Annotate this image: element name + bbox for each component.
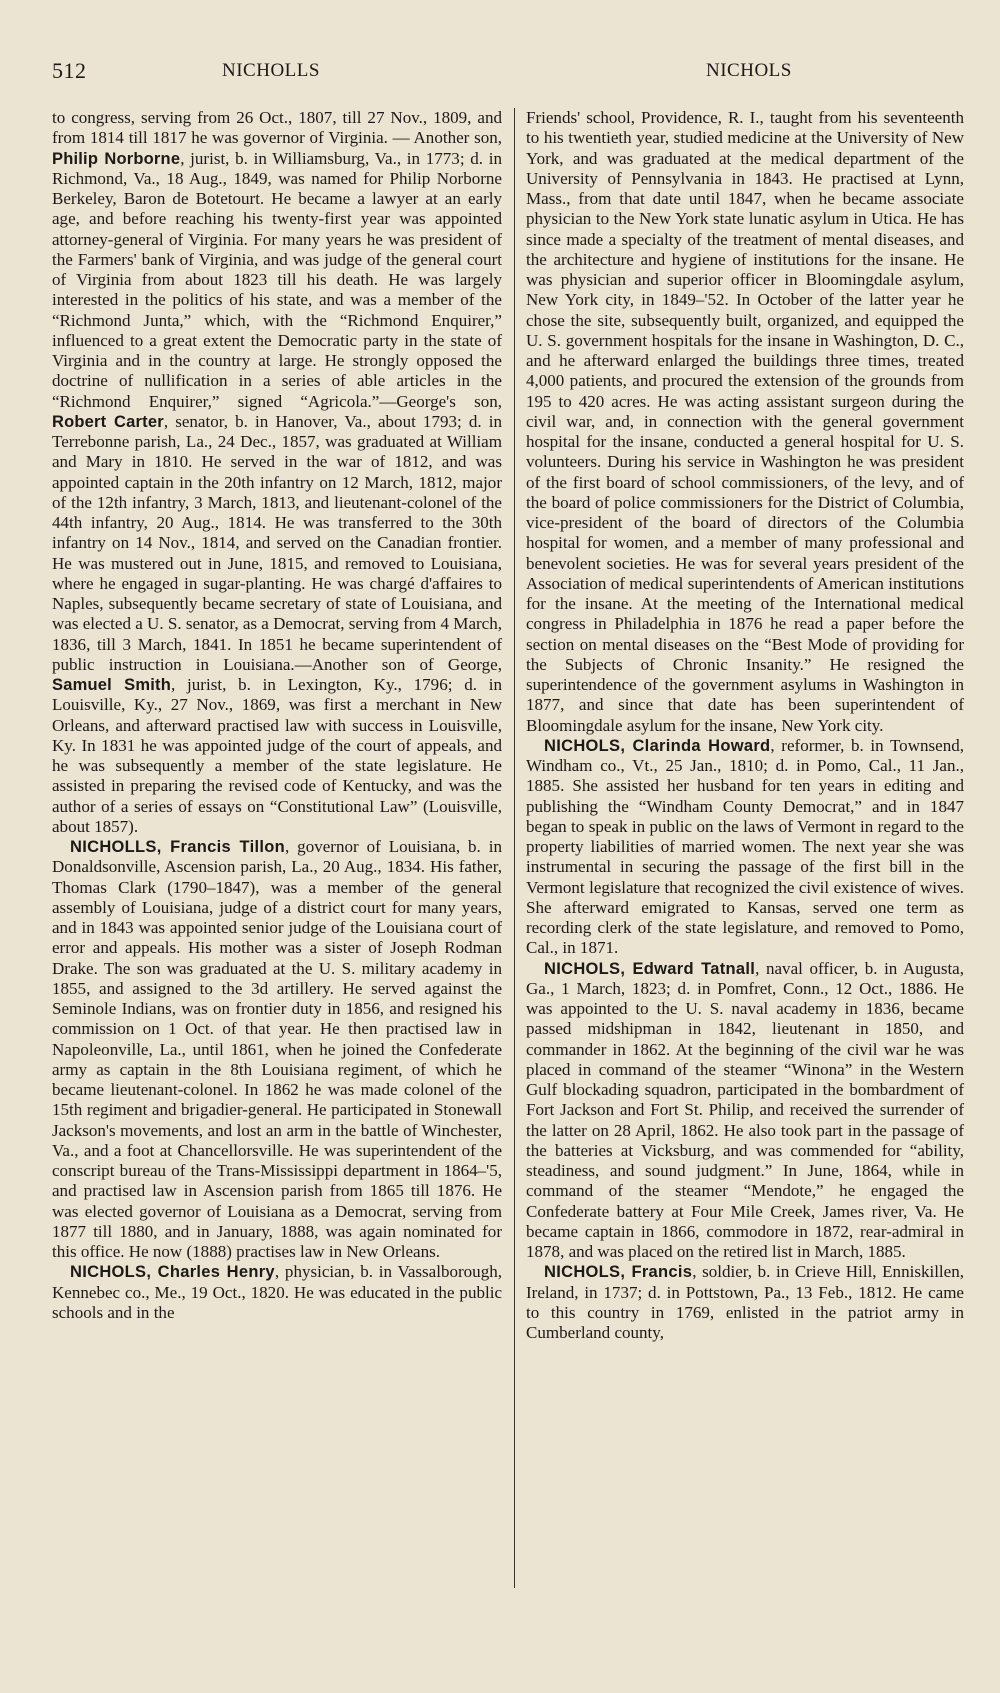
- continued-paragraph: [52, 108, 502, 837]
- biography-entry: [526, 736, 964, 959]
- person-name: Philip Norborne: [52, 149, 181, 168]
- person-name: Samuel Smith: [52, 676, 172, 694]
- entry-headword: NICHOLS, Charles Henry: [70, 1263, 275, 1282]
- biography-entry: [52, 837, 502, 1262]
- body-text: , jurist, b. in Williamsburg, Va., in 1773; d. in Richmond, Va., 18 Aug., 1849, was named for Philip Norborne Berkeley, Baron de Botetourt. He became a lawyer at an early age, and before reaching his twenty-first year was appointed attorney-general of Virginia. For many years he was president of the Farmers' bank of Virginia, and was judge of the general court of Virginia from about 1823 till his death. He was largely interested in the politics of his state, and was a member of the “Richmond Junta,” which, with the “Richmond Enquirer,” influenced to a great extent the Democratic party in the state of Virginia and in the country at large. He strongly opposed the doctrine of nullification in a series of able articles in the “Richmond Enquirer,” signed “Agricola.”—George's son,: [52, 148, 502, 411]
- right-running-head: NICHOLS: [706, 60, 792, 81]
- page-number: 512: [52, 58, 87, 83]
- body-text: , reformer, b. in Townsend, Windham co., Vt., 25 Jan., 1810; d. in Pomo, Cal., 11 Jan., 1885. She assisted her husband for ten years in editing and publishing the “Windham County Democrat,” and in 1847 began to speak in public on the laws of Vermont in regard to the property liabilities of married women. The next year she was instrumental in securing the passage of the first bill in the Vermont legislature that recognized the civil existence of wives. She afterward emigrated to Kansas, served one term as recording clerk of the state legislature, and removed to Pomo, Cal., in 1871.: [526, 735, 964, 958]
- page-header: [52, 58, 940, 92]
- body-text: , governor of Louisiana, b. in Donaldsonville, Ascension parish, La., 20 Aug., 1834. His father, Thomas Clark (1790–1847), was a member of the general assembly of Louisiana, judge of a district court for many years, and in 1843 was appointed senior judge of the Louisiana court of error and appeals. His mother was a sister of Joseph Rodman Drake. The son was graduated at the U. S. military academy in 1855, and assigned to the 3d artillery. He served against the Seminole Indians, was on frontier duty in 1856, and resigned his commission on 1 Oct. of that year. He then practised law in Napoleonville, La., until 1861, when he joined the Confederate army as captain in the 8th Louisiana regiment, of which he became lieutenant-colonel. In 1862 he was made colonel of the 15th regiment and brigadier-general. He participated in Stonewall Jackson's movements, and lost an arm in the battle of Winchester, Va., and a foot at Chancellorsville. He was superintendent of the conscript bureau of the Trans-Mississippi department in 1864–'5, and practised law in Ascension parish from 1865 till 1876. He was elected governor of Louisiana as a Democrat, serving from 1877 till 1880, and in January, 1888, was again nominated for this office. He now (1888) practises law in New Orleans.: [52, 837, 502, 1261]
- person-name: Robert Carter: [52, 412, 164, 431]
- body-text: , soldier, b. in Crieve Hill, Enniskillen, Ireland, in 1737; d. in Pottstown, Pa., 13 Feb., 1812. He came to this country in 1769, enlisted in the patriot army in Cumberland county,: [526, 1262, 964, 1342]
- left-column: [52, 108, 502, 1598]
- body-text: , naval officer, b. in Augusta, Ga., 1 March, 1823; d. in Pomfret, Conn., 12 Oct., 1886. He was appointed to the U. S. naval academy in 1836, became passed midshipman in 1842, lieutenant in 1850, and commander in 1862. At the beginning of the civil war he was placed in command of the steamer “Winona” in the Western Gulf blockading squadron, participated in the bombardment of Fort Jackson and Fort St. Philip, and received the surrender of the latter on 28 April, 1862. He also took part in the passage of the batteries at Vicksburg, and was commended for “ability, steadiness, and sound judgment.” In June, 1864, while in command of the steamer “Mendote,” he engaged the Confederate battery at Four Mile Creek, James river, Va. He became captain in 1866, commodore in 1872, rear-admiral in 1878, and was placed on the retired list in March, 1885.: [526, 958, 964, 1261]
- biography-entry: [526, 1262, 964, 1343]
- biography-entry: [52, 1262, 502, 1323]
- left-running-head: NICHOLLS: [222, 60, 320, 81]
- body-text: , jurist, b. in Lexington, Ky., 1796; d. in Louisville, Ky., 27 Nov., 1869, was first a merchant in New Orleans, and afterward practised law with success in Louisville, Ky. In 1831 he was appointed judge of the court of appeals, and he was subsequently a member of the state legislature. He assisted in preparing the revised code of Kentucky, and was the author of a series of essays on “Constitutional Law” (Louisville, about 1857).: [52, 675, 502, 836]
- body-text: Friends' school, Providence, R. I., taught from his seventeenth to his twentieth year, studied medicine at the University of New York, and was graduated at the medical department of the University of Pennsylvania in 1843. He practised at Lynn, Mass., from that date until 1847, when he became associate physician to the New York state lunatic asylum in Utica. He has since made a specialty of the treatment of mental diseases, and the architecture and hygiene of institutions for the insane. He was physician and superior officer in Bloomingdale asylum, New York city, in 1849–'52. In October of the latter year he chose the site, subsequently built, organized, and equipped the U. S. government hospitals for the insane in Washington, D. C., and he afterward enlarged the buildings three times, treated 4,000 patients, and procured the extension of the grounds from 195 to 420 acres. He was acting assistant surgeon during the civil war, and, in connection with the general government hospital for the insane, conducted a general hospital for U. S. volunteers. During his service in Washington he was president of the first board of school commissioners, of the levy, and of the board of police commissioners for the District of Columbia, vice-president of the board of directors of the Columbia hospital for women, and a member of many professional and benevolent societies. He was for several years president of the Association of medical superintendents of American institutions for the insane. At the meeting of the International medical congress in Philadelphia in 1876 he read a paper before the section on mental diseases on the “Best Mode of providing for the Subjects of Chronic Insanity.” He resigned the superintendence of the government asylums in Washington in 1877, and since that date has been superintendent of Bloomingdale asylum for the insane, New York city.: [526, 108, 964, 735]
- entry-headword: NICHOLS, Clarinda Howard: [544, 736, 771, 755]
- body-text: , senator, b. in Hanover, Va., about 1793; d. in Terrebonne parish, La., 24 Dec., 1857, was graduated at William and Mary in 1810. He served in the war of 1812, and was appointed captain in the 20th infantry on 12 March, 1812, major of the 12th infantry, 3 March, 1813, and lieutenant-colonel of the 44th infantry, 20 Aug., 1814. He was transferred to the 30th infantry on 14 Nov., 1814, and served on the Canadian frontier. He was mustered out in June, 1815, and removed to Louisiana, where he engaged in sugar-planting. He was chargé d'affaires to Naples, subsequently became secretary of state of Louisiana, and was elected a U. S. senator, as a Democrat, serving from 4 March, 1836, till 3 March, 1841. In 1851 he became superintendent of public instruction in Louisiana.—Another son of George,: [52, 411, 503, 674]
- entry-headword: NICHOLLS, Francis Tillon: [70, 838, 285, 856]
- body-text: , physician, b. in Vassalborough, Kennebec co., Me., 19 Oct., 1820. He was educated in the public schools and in the: [52, 1262, 502, 1322]
- body-text: to congress, serving from 26 Oct., 1807, till 27 Nov., 1809, and from 1814 till 1817 he was governor of Virginia. — Another son,: [52, 108, 502, 148]
- right-column: [526, 108, 964, 1598]
- continued-paragraph: [526, 108, 964, 736]
- biography-entry: [526, 959, 964, 1263]
- entry-headword: NICHOLS, Edward Tatnall: [544, 959, 756, 978]
- entry-headword: NICHOLS, Francis: [544, 1263, 693, 1282]
- column-divider: [514, 108, 515, 1588]
